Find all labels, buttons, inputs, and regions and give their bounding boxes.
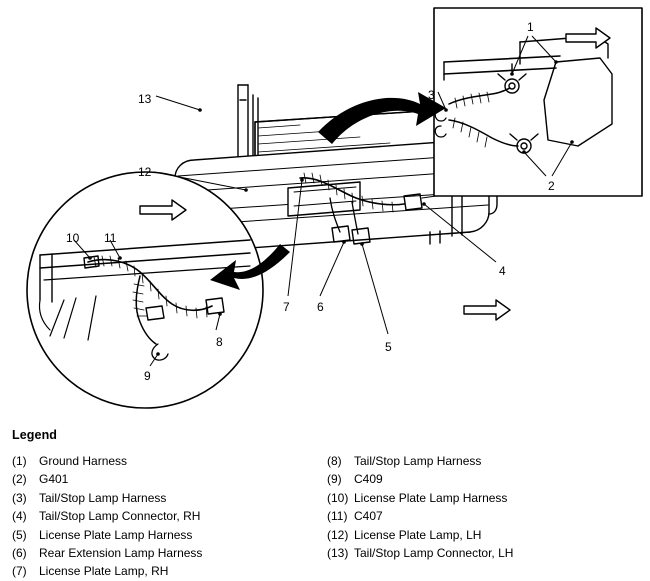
- legend-item-label: C409: [354, 472, 383, 487]
- legend-item: [12, 526, 327, 544]
- legend-item-label: License Plate Lamp Harness: [354, 490, 508, 505]
- legend-item-label: C407: [354, 509, 383, 524]
- legend-item: [12, 489, 327, 507]
- legend-item-number: (9): [327, 472, 342, 487]
- legend-item-number: (6): [12, 546, 27, 561]
- legend-item-number: (13): [327, 546, 349, 561]
- legend-item-number: (1): [12, 454, 27, 468]
- legend-item-number: (3): [12, 490, 27, 505]
- legend-item: [12, 470, 327, 488]
- callout-3: 3: [428, 88, 435, 102]
- legend-item: [327, 452, 642, 470]
- legend-item-number: (5): [12, 527, 27, 542]
- callout-10: 10: [66, 231, 80, 245]
- legend-item-number: (12): [327, 527, 349, 542]
- legend-item-label: License Plate Lamp, RH: [39, 564, 169, 579]
- callout-6: 6: [317, 300, 324, 314]
- legend-item: [327, 470, 642, 488]
- legend-item-label: Ground Harness: [39, 454, 128, 468]
- legend-item: [327, 526, 642, 544]
- legend-item-label: Tail/Stop Lamp Connector, LH: [354, 546, 514, 561]
- legend-item-label: Rear Extension Lamp Harness: [39, 546, 203, 561]
- legend-item-number: (7): [12, 564, 27, 579]
- legend-item: [327, 544, 642, 562]
- legend-item-label: License Plate Lamp, LH: [354, 527, 482, 542]
- legend-item-label: License Plate Lamp Harness: [39, 527, 193, 542]
- callout-13: 13: [138, 92, 152, 106]
- legend-item-label: Tail/Stop Lamp Connector, RH: [39, 509, 201, 524]
- callout-9: 9: [144, 369, 151, 383]
- legend-item-label: Tail/Stop Lamp Harness: [39, 490, 167, 505]
- callout-11: 11: [104, 231, 117, 245]
- legend-item: [12, 562, 327, 580]
- callout-2: 2: [548, 179, 555, 193]
- callout-4: 4: [499, 264, 506, 278]
- legend-item: [12, 507, 327, 525]
- callout-1: 1: [527, 20, 534, 34]
- legend: [0, 418, 650, 579]
- callout-12: 12: [138, 165, 152, 179]
- legend-item: [12, 544, 327, 562]
- legend-item-label: G401: [39, 472, 69, 487]
- legend-column-left: [12, 452, 327, 581]
- legend-item-number: (4): [12, 509, 27, 524]
- legend-item-number: (11): [327, 509, 348, 524]
- legend-item-number: (10): [327, 490, 349, 505]
- callout-5: 5: [385, 340, 392, 354]
- legend-item: [12, 452, 327, 470]
- callout-8: 8: [216, 335, 223, 349]
- legend-item: [327, 507, 642, 525]
- legend-item: [327, 489, 642, 507]
- callout-7: 7: [283, 300, 290, 314]
- legend-item-number: (2): [12, 472, 27, 487]
- legend-item-number: (8): [327, 454, 342, 468]
- legend-column-right: [327, 452, 642, 581]
- legend-item-label: Tail/Stop Lamp Harness: [354, 454, 482, 468]
- legend-title: Legend: [12, 428, 58, 442]
